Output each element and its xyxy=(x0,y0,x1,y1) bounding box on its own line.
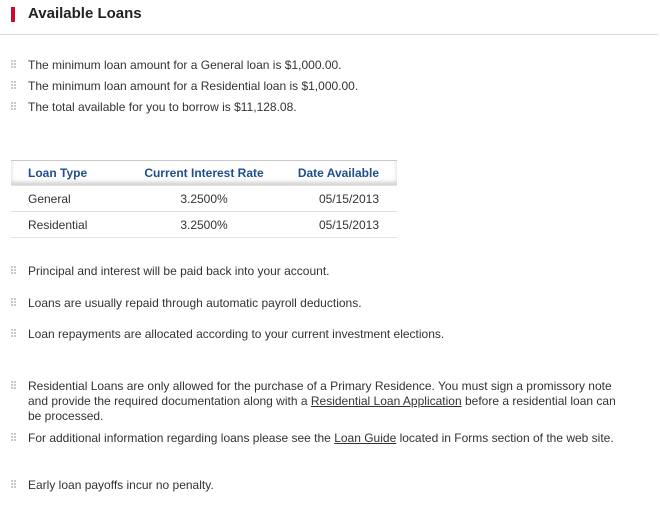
interest-rate-cell: 3.2500% xyxy=(180,192,228,206)
dotted-bullet-icon xyxy=(11,298,16,307)
dotted-bullet-icon xyxy=(11,329,16,338)
residential-note-tail: before a residential loan can be processed. xyxy=(28,394,616,423)
dotted-bullet-icon xyxy=(11,480,16,489)
dotted-bullet-icon xyxy=(11,266,16,275)
note-text: Early loan payoffs incur no penalty. xyxy=(28,478,214,492)
dotted-bullet-icon xyxy=(11,102,16,111)
dotted-bullet-icon xyxy=(11,81,16,90)
summary-text: The minimum loan amount for a Residential loan is $1,000.00. xyxy=(28,79,359,93)
table-row xyxy=(11,185,397,211)
loan-table xyxy=(11,160,397,238)
residential-loan-application-link[interactable]: Residential Loan Application xyxy=(310,394,462,408)
page-header xyxy=(0,0,658,35)
date-available-cell: 05/15/2013 xyxy=(318,218,379,232)
loan-guide-link[interactable]: Loan Guide xyxy=(334,431,397,445)
page-title: Available Loans xyxy=(28,5,142,22)
dotted-bullet-icon xyxy=(11,381,16,390)
note-text xyxy=(28,379,620,424)
summary-text: The minimum loan amount for a General loan is $1,000.00. xyxy=(28,58,342,72)
column-header-loan-type: Loan Type xyxy=(28,166,88,180)
loan-type-cell: Residential xyxy=(28,218,88,232)
dotted-bullet-icon xyxy=(11,60,16,69)
table-row xyxy=(11,211,397,238)
note-text: Loans are usually repaid through automatic payroll deductions. xyxy=(28,296,362,310)
loan-guide-note-tail: located in Forms section of the web site. xyxy=(396,431,614,445)
loan-guide-note-lead: For additional information regarding loans please see the xyxy=(28,431,335,445)
column-header-interest-rate: Current Interest Rate xyxy=(144,166,264,180)
dotted-bullet-icon xyxy=(11,433,16,442)
column-header-date-available: Date Available xyxy=(297,166,379,180)
header-accent-bar xyxy=(11,7,15,22)
table-header xyxy=(11,160,397,185)
date-available-cell: 05/15/2013 xyxy=(318,192,379,206)
loan-type-cell: General xyxy=(28,192,71,206)
note-text: Loan repayments are allocated according to your current investment elections. xyxy=(28,327,445,341)
note-text: Principal and interest will be paid back into your account. xyxy=(28,264,330,278)
interest-rate-cell: 3.2500% xyxy=(180,218,228,232)
note-text xyxy=(28,431,618,446)
summary-text: The total available for you to borrow is $11,128.08. xyxy=(28,100,297,114)
residential-note-lead: Residential Loans are only allowed for the purchase of a Primary Residence. You must sign a promissory note and provide the required documentation along with a xyxy=(28,379,612,408)
